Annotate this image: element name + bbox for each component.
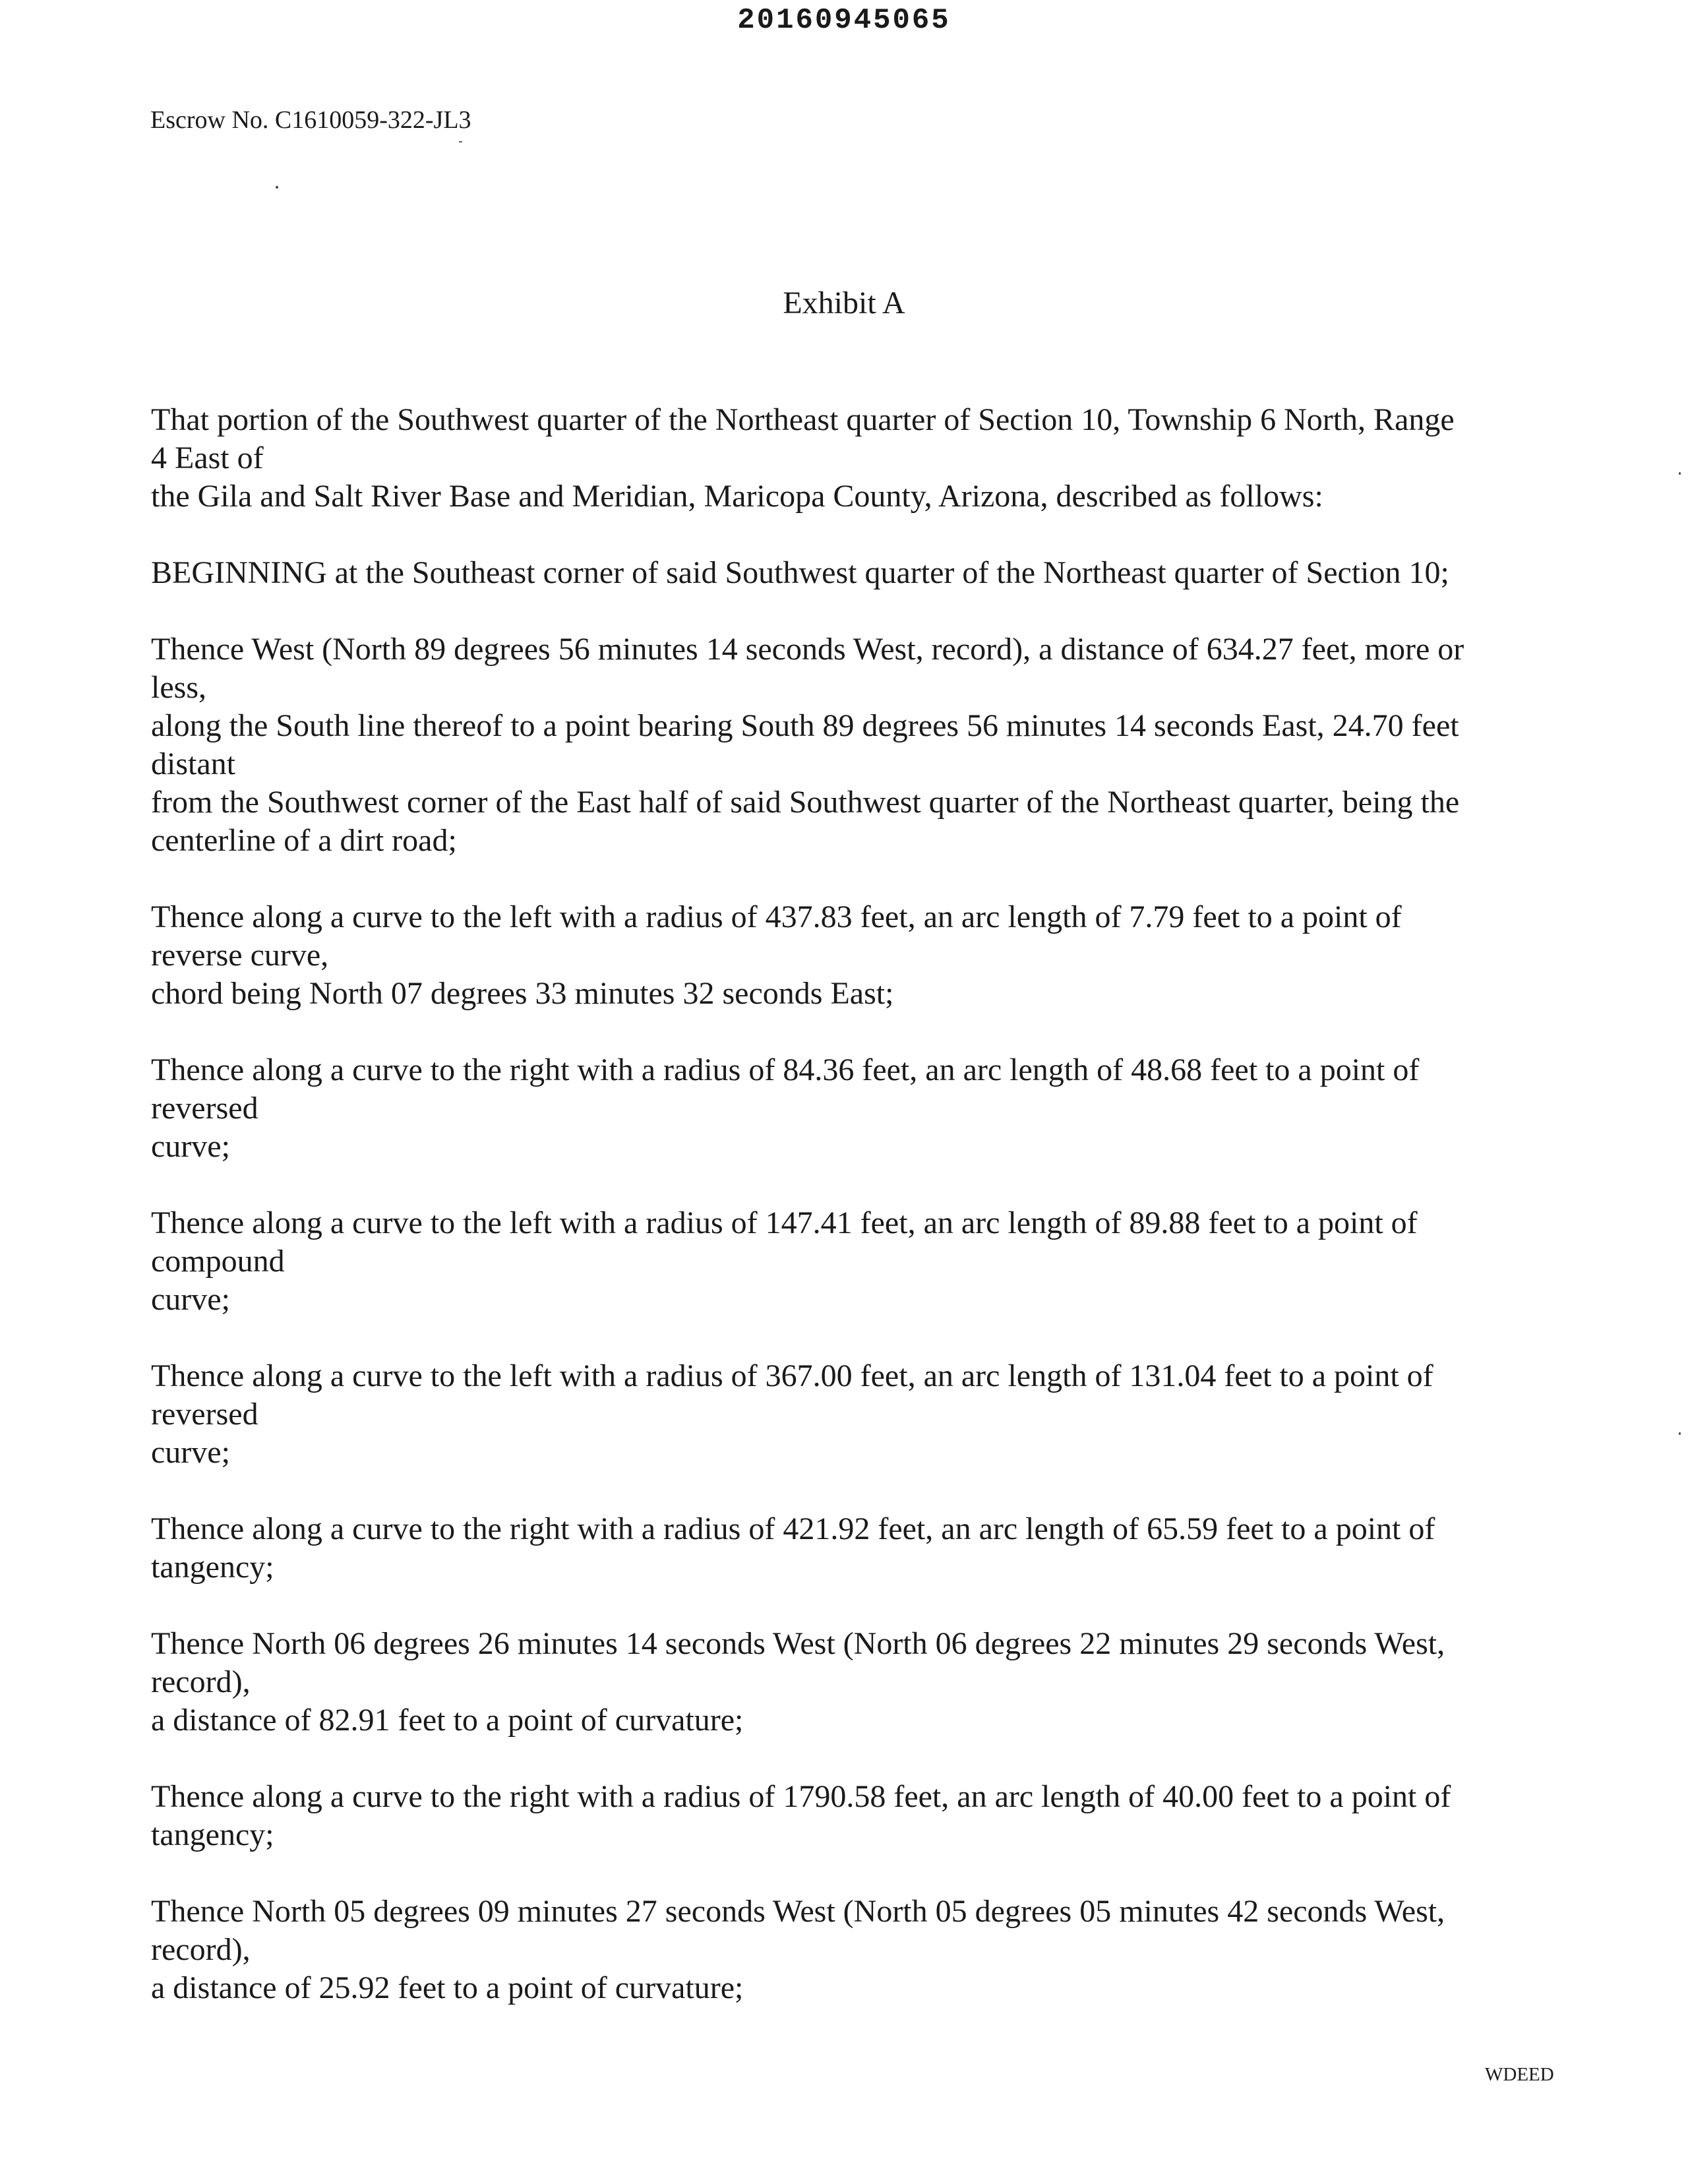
description-paragraph xyxy=(151,898,1549,1013)
description-line: record), xyxy=(151,1664,251,1699)
description-line: 4 East of xyxy=(151,440,264,475)
description-paragraph xyxy=(151,630,1549,860)
description-paragraph xyxy=(151,1778,1549,1854)
description-line: the Gila and Salt River Base and Meridian, Maricopa County, Arizona, described as follows: xyxy=(151,479,1323,514)
description-line: chord being North 07 degrees 33 minutes 32 seconds East; xyxy=(151,976,894,1011)
description-line: a distance of 82.91 feet to a point of curvature; xyxy=(151,1703,744,1738)
description-paragraph xyxy=(151,1510,1549,1587)
document-number: 20160945065 xyxy=(737,4,951,37)
exhibit-title: Exhibit A xyxy=(783,286,905,320)
description-line: curve; xyxy=(151,1282,230,1317)
description-line: Thence North 06 degrees 26 minutes 14 seconds West (North 06 degrees 22 minutes 29 seconds West, xyxy=(151,1626,1445,1661)
description-line: less, xyxy=(151,670,206,705)
description-line: Thence North 05 degrees 09 minutes 27 seconds West (North 05 degrees 05 minutes 42 seconds West, xyxy=(151,1894,1445,1929)
description-line: reversed xyxy=(151,1397,258,1432)
description-line: reversed xyxy=(151,1091,258,1126)
description-line: That portion of the Southwest quarter of the Northeast quarter of Section 10, Township 6 North, Range xyxy=(151,402,1455,437)
description-line: BEGINNING at the Southeast corner of said Southwest quarter of the Northeast quarter of Section 10; xyxy=(151,555,1449,590)
description-line: curve; xyxy=(151,1129,230,1164)
description-line: a distance of 25.92 feet to a point of curvature; xyxy=(151,1970,744,2005)
description-paragraph xyxy=(151,1204,1549,1319)
description-line: tangency; xyxy=(151,1550,274,1585)
description-line: record), xyxy=(151,1932,251,1967)
description-paragraph xyxy=(151,1357,1549,1472)
description-line: Thence West (North 89 degrees 56 minutes 14 seconds West, record), a distance of 634.27 feet, more or xyxy=(151,632,1464,667)
description-line: along the South line thereof to a point bearing South 89 degrees 56 minutes 14 seconds East, 24.70 feet xyxy=(151,708,1459,743)
description-paragraph xyxy=(151,1625,1549,1740)
description-line: Thence along a curve to the left with a radius of 147.41 feet, an arc length of 89.88 feet to a point of xyxy=(151,1205,1418,1240)
description-paragraph xyxy=(151,401,1549,516)
description-line: Thence along a curve to the left with a radius of 367.00 feet, an arc length of 131.04 feet to a point of xyxy=(151,1358,1433,1393)
description-line: Thence along a curve to the left with a radius of 437.83 feet, an arc length of 7.79 feet to a point of xyxy=(151,899,1402,934)
description-line: Thence along a curve to the right with a radius of 84.36 feet, an arc length of 48.68 feet to a point of xyxy=(151,1052,1420,1087)
description-paragraph xyxy=(151,1051,1549,1166)
description-line: centerline of a dirt road; xyxy=(151,823,457,858)
description-line: from the Southwest corner of the East half of said Southwest quarter of the Northeast quarter, being the xyxy=(151,785,1460,820)
description-line: Thence along a curve to the right with a radius of 421.92 feet, an arc length of 65.59 feet to a point of xyxy=(151,1511,1435,1546)
description-line: compound xyxy=(151,1244,285,1279)
scan-speck xyxy=(276,186,278,189)
description-line: curve; xyxy=(151,1435,230,1470)
footer-code: WDEED xyxy=(1485,2064,1554,2085)
scan-speck xyxy=(459,141,462,142)
description-line: Thence along a curve to the right with a radius of 1790.58 feet, an arc length of 40.00 feet to a point of xyxy=(151,1779,1451,1814)
description-paragraph xyxy=(151,554,1549,592)
legal-description xyxy=(151,401,1549,2046)
description-paragraph xyxy=(151,1893,1549,2007)
description-line: tangency; xyxy=(151,1817,274,1852)
description-line: reverse curve, xyxy=(151,938,329,973)
description-line: distant xyxy=(151,746,235,781)
escrow-number: Escrow No. C1610059-322-JL3 xyxy=(150,106,471,134)
scan-speck xyxy=(1679,1432,1681,1435)
scan-speck xyxy=(1679,472,1681,475)
